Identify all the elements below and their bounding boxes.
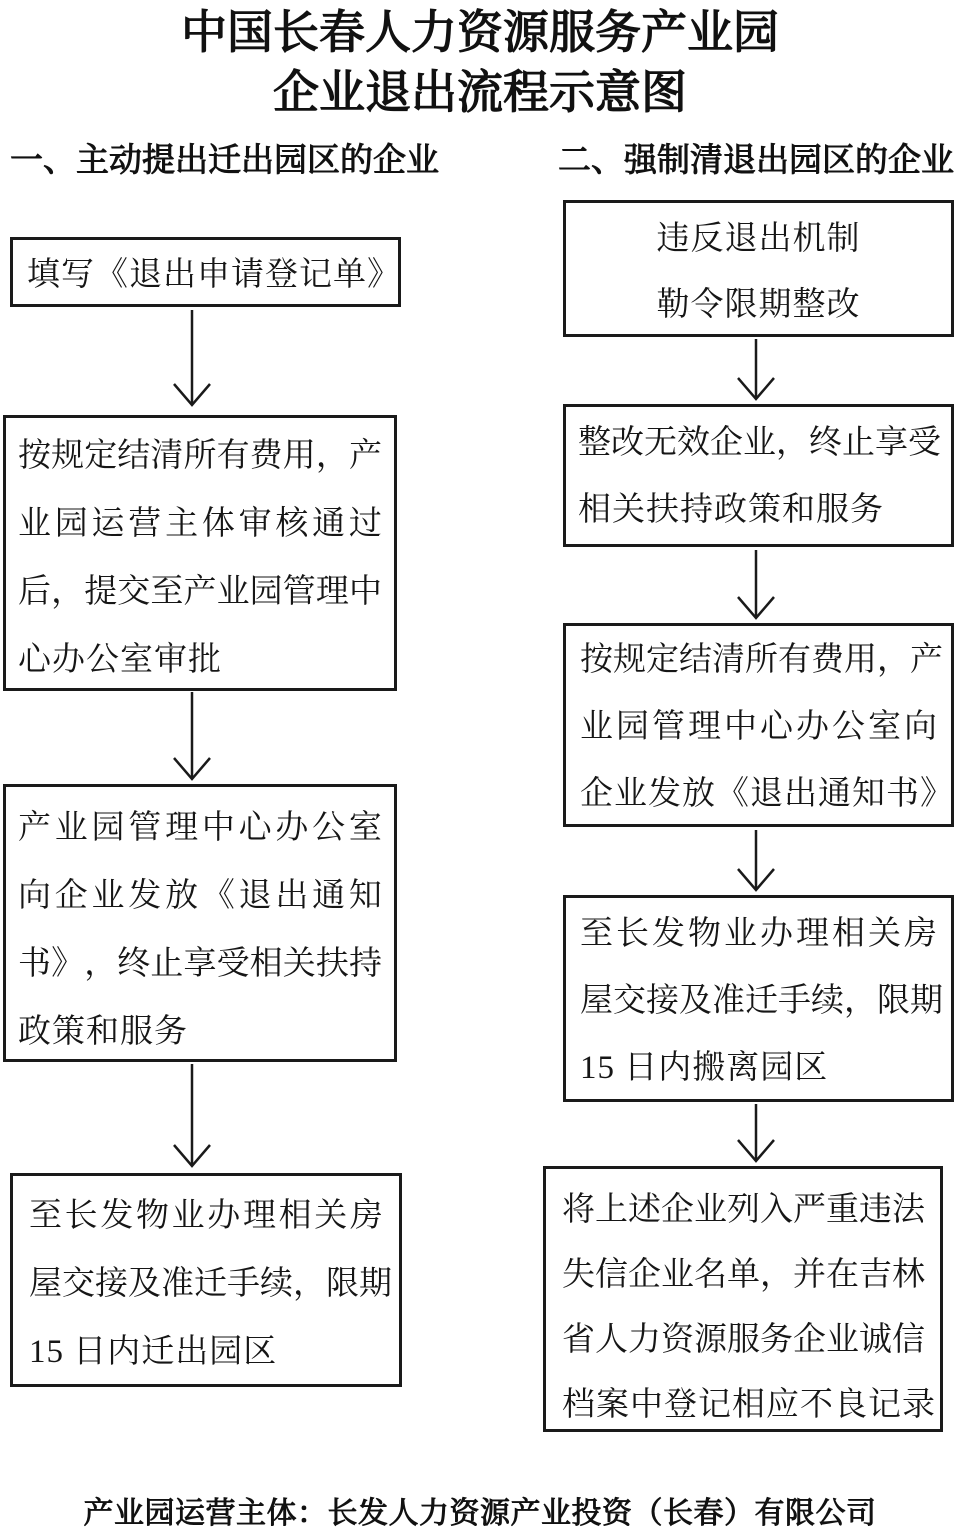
page-title-line-2: 企业退出流程示意图 <box>273 66 687 118</box>
flow-box-property-handover-vacate <box>563 895 954 1102</box>
box-text-line: 填写《退出申请登记单》 <box>27 257 401 293</box>
box-text-line: 业 园 运 营 主 体 审 核 通 过 <box>18 506 382 542</box>
flow-box-violate-exit-mechanism <box>563 200 954 337</box>
box-text-line: 至 长 发 物 业 办 理 相 关 房 <box>580 916 937 952</box>
down-arrow-icon <box>172 310 212 407</box>
footer-operator: 产业园运营主体：长发人力资源产业投资（长春）有限公司 <box>83 1497 877 1530</box>
box-text-line: 整 改 无 效 企 业 ， 终 止 享 受 <box>578 425 941 461</box>
box-text-line: 15 日内搬离园区 <box>580 1050 829 1086</box>
box-text-line: 屋 交 接 及 准 迁 手 续 ， 限 期 <box>580 983 943 1019</box>
flow-box-settle-fees-issue-notice <box>563 623 954 827</box>
section-header-voluntary-exit: 一、主动提出迁出园区的企业 <box>10 141 439 178</box>
flow-box-issue-exit-notice <box>3 784 397 1062</box>
box-text-line: 后 ， 提 交 至 产 业 园 管 理 中 <box>18 574 382 610</box>
down-arrow-icon <box>172 692 212 781</box>
box-text-line: 屋 交 接 及 准 迁 手 续 ， 限 期 <box>29 1266 392 1302</box>
down-arrow-icon <box>736 1104 776 1163</box>
box-text-line: 至 长 发 物 业 办 理 相 关 房 <box>29 1198 383 1234</box>
box-text-line: 产 业 园 管 理 中 心 办 公 室 <box>18 810 382 846</box>
page-title-line-1: 中国长春人力资源服务产业园 <box>181 6 779 58</box>
box-text-line: 政策和服务 <box>18 1014 188 1050</box>
box-text-line: 违反退出机制 <box>656 221 861 257</box>
down-arrow-icon <box>736 830 776 892</box>
box-text-line: 省 人 力 资 源 服 务 企 业 诚 信 <box>562 1322 925 1358</box>
box-text-line: 向 企 业 发 放 《 退 出 通 知 <box>18 878 382 914</box>
box-text-line: 按 规 定 结 清 所 有 费 用 ， 产 <box>18 438 382 474</box>
down-arrow-icon <box>736 339 776 401</box>
box-text-line: 失 信 企 业 名 单 ， 并 在 吉 林 <box>562 1257 925 1293</box>
box-text-line: 勒令限期整改 <box>656 287 861 323</box>
box-text-line: 按 规 定 结 清 所 有 费 用 ， 产 <box>580 642 943 678</box>
box-text-line: 相关扶持政策和服务 <box>578 492 884 528</box>
down-arrow-icon <box>736 550 776 620</box>
box-text-line: 将 上 述 企 业 列 入 严 重 违 法 <box>562 1192 925 1228</box>
flow-box-settle-fees-submit-approval <box>3 415 397 691</box>
box-text-line: 15 日内迁出园区 <box>29 1334 278 1370</box>
flow-box-property-handover-move-out <box>10 1173 402 1387</box>
box-text-line: 书 》 ， 终 止 享 受 相 关 扶 持 <box>18 946 382 982</box>
down-arrow-icon <box>172 1064 212 1168</box>
box-text-line: 心办公室审批 <box>18 642 222 678</box>
box-text-line: 企业发放《退出通知书》 <box>580 776 954 812</box>
flow-box-fill-exit-application <box>10 237 401 307</box>
box-text-line: 档案中登记相应不良记录 <box>562 1387 936 1423</box>
box-text-line: 业 园 管 理 中 心 办 公 室 向 <box>580 709 937 745</box>
flow-box-rectification-invalid <box>563 404 954 547</box>
flow-box-blacklist-bad-record <box>543 1166 943 1432</box>
section-header-forced-exit: 二、强制清退出园区的企业 <box>558 141 954 178</box>
